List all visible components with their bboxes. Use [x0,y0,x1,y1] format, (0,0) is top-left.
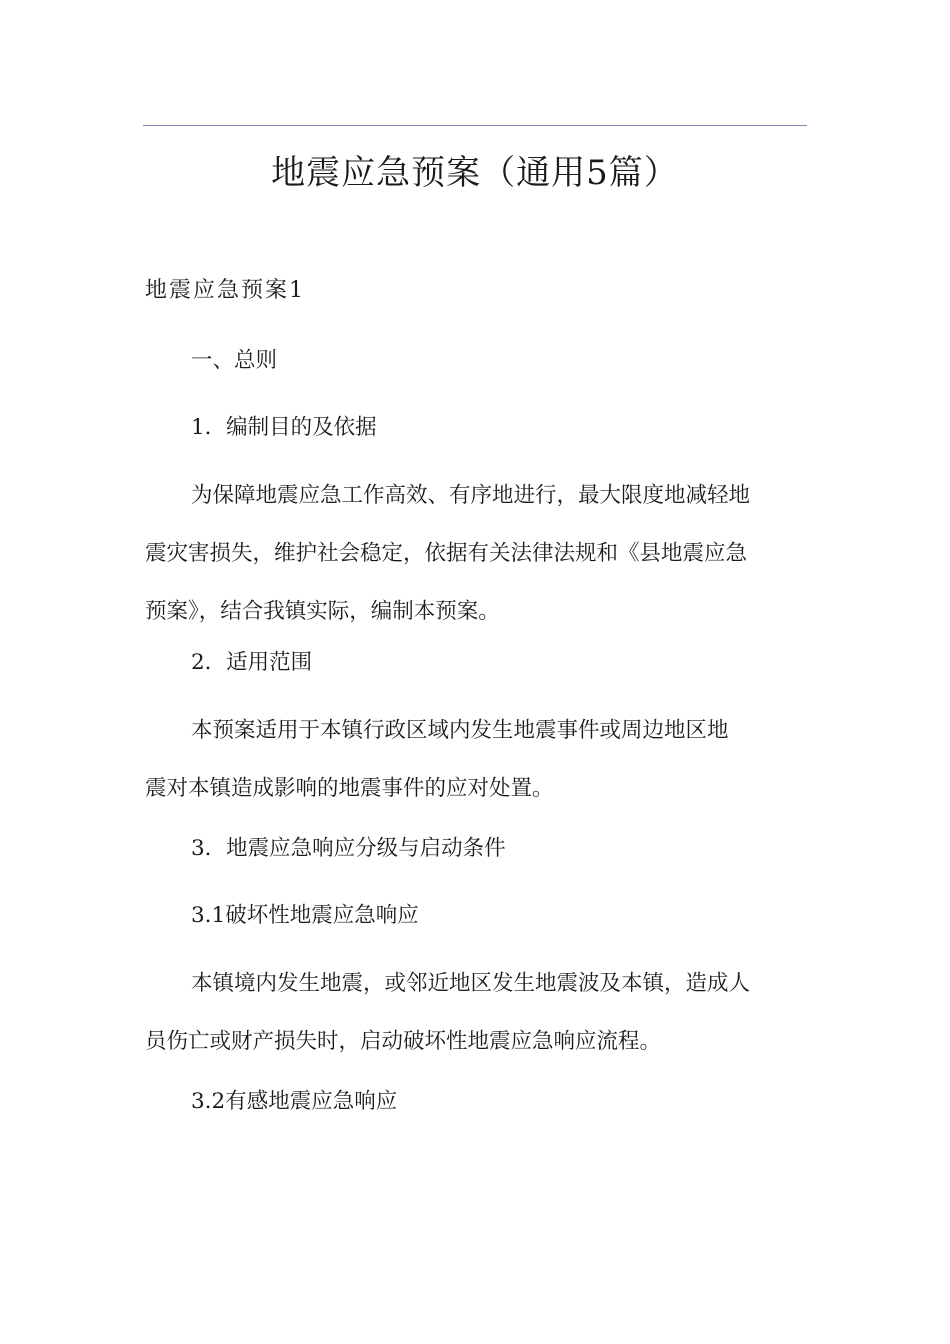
header-rule [143,125,807,126]
paragraph-scope [145,716,809,832]
paragraph-line: 为保障地震应急工作高效、有序地进行，最大限度地减轻地 [191,483,751,508]
paragraph-destructive [145,969,809,1085]
paragraph-line: 震对本镇造成影响的地震事件的应对处置。 [145,776,554,801]
paragraph-purpose [145,481,809,655]
paragraph-line: 预案》，结合我镇实际，编制本预案。 [145,599,500,624]
paragraph-line: 本预案适用于本镇行政区域内发生地震事件或周边地区地 [191,718,729,743]
heading-destructive-response: 3.1破坏性地震应急响应 [191,903,419,928]
heading-response-levels: 3．地震应急响应分级与启动条件 [191,836,506,861]
paragraph-line: 员伤亡或财产损失时，启动破坏性地震应急响应流程。 [145,1029,662,1054]
paragraph-line: 本镇境内发生地震，或邻近地区发生地震波及本镇，造成人 [191,971,751,996]
section-title: 地震应急预案1 [145,278,305,303]
heading-purpose: 1．编制目的及依据 [191,415,377,440]
heading-general: 一、总则 [191,348,278,373]
document-title: 地震应急预案（通用5篇） [271,153,679,193]
heading-felt-response: 3.2有感地震应急响应 [191,1089,398,1114]
heading-scope: 2．适用范围 [191,650,313,675]
paragraph-line: 震灾害损失，维护社会稳定，依据有关法律法规和《县地震应急 [145,541,748,566]
